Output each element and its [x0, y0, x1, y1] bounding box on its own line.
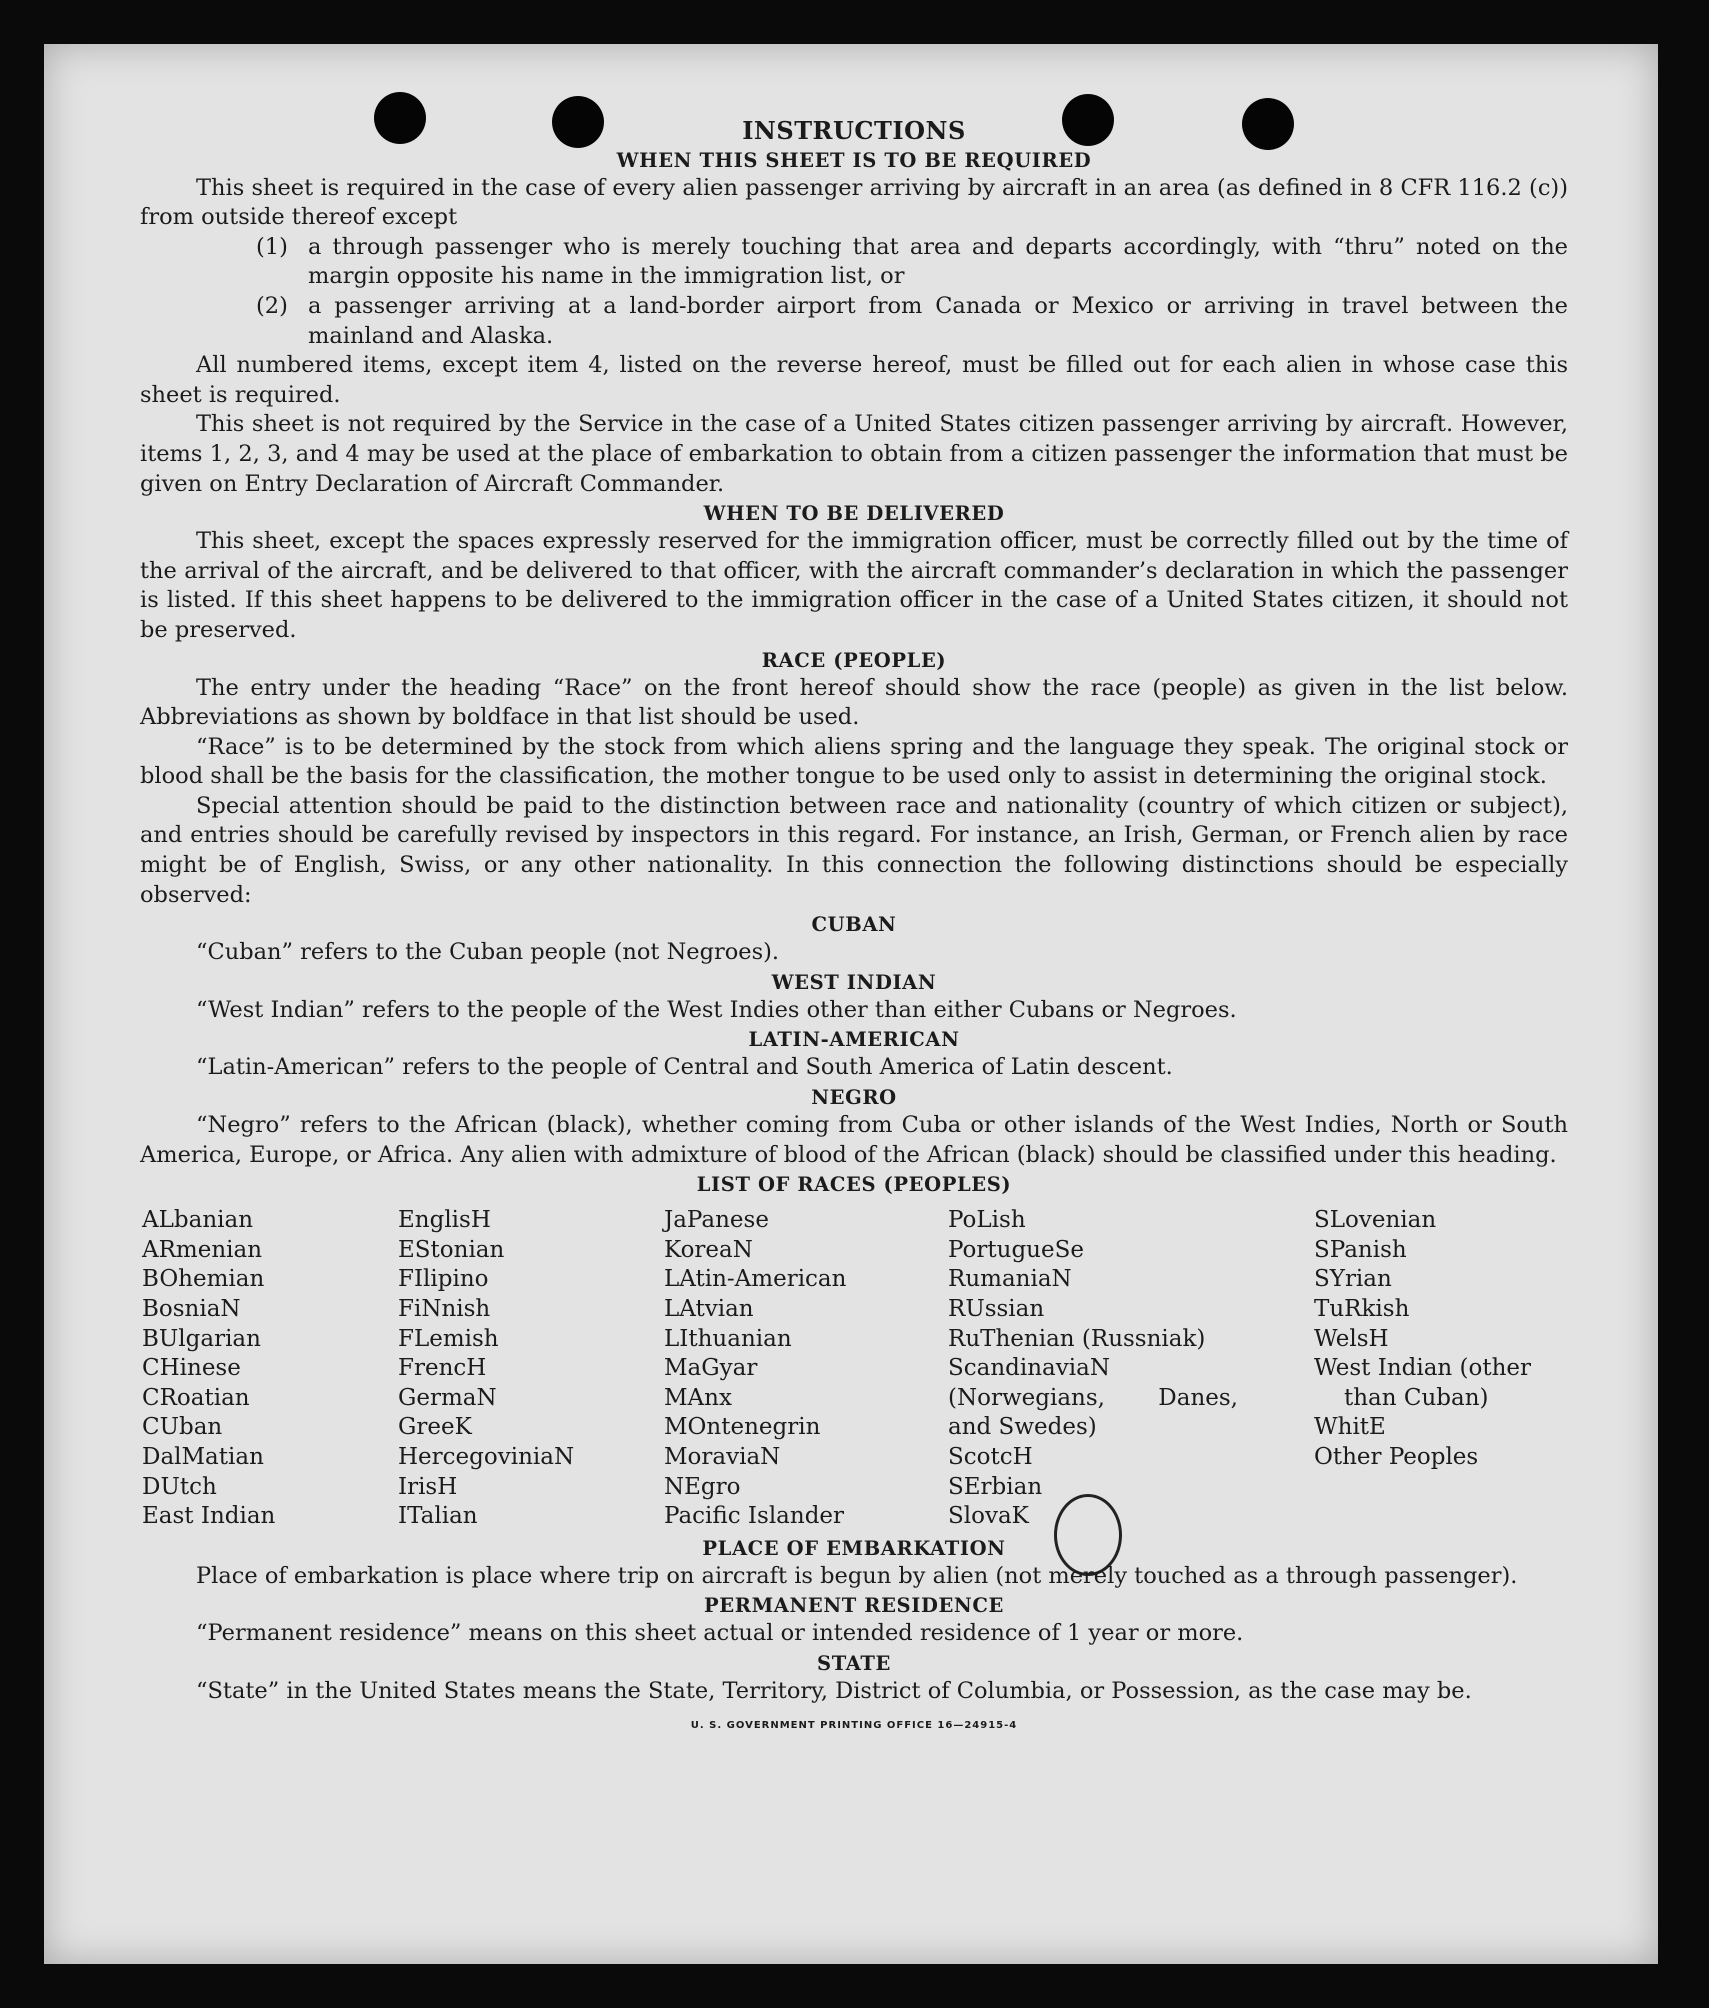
paragraph: “Negro” refers to the African (black), whether coming from Cuba or other islands of the West Indies, North or South America, Europe, or Africa. Any alien with admixture of blood of the African (black) should be classified under this heading.	[140, 1112, 1568, 1168]
paragraph: “Permanent residence” means on this sheet actual or intended residence of 1 year or more.	[196, 1620, 1244, 1647]
race-entry: SLovenian	[1314, 1207, 1437, 1234]
race-entry: SlovaK	[948, 1503, 1029, 1530]
race-entry: LAtin-American	[664, 1266, 847, 1293]
item-number: (1)	[256, 233, 288, 260]
section-heading-list-of-races: LIST OF RACES (PEOPLES)	[696, 1173, 1012, 1197]
paragraph: All numbered items, except item 4, listed on the reverse hereof, must be filled out for each alien in whose case this sheet is required.	[140, 352, 1568, 408]
race-entry: BUlgarian	[142, 1325, 261, 1352]
item-number: (2)	[256, 292, 288, 319]
race-entry: FiNnish	[398, 1296, 491, 1322]
paragraph: Special attention should be paid to the distinction between race and nationality (country of which citizen or subject), and entries should be carefully revised by inspectors in this regard. For instance, an Irish, German, or French alien by race might be of English, Swiss, or any other nationality. In this connection the following distinctions should be especially observed:	[140, 792, 1568, 908]
race-entry: DUtch	[142, 1473, 217, 1500]
race-entry: MoraviaN	[664, 1443, 781, 1470]
race-entry: CHinese	[142, 1355, 241, 1382]
race-entry: GreeK	[398, 1414, 472, 1441]
race-entry: Pacific Islander	[664, 1503, 845, 1530]
race-entry: RumaniaN	[948, 1266, 1072, 1293]
race-entry: CRoatian	[142, 1384, 250, 1411]
race-entry: LAtvian	[664, 1296, 754, 1322]
race-entry: ARmenian	[142, 1236, 263, 1263]
document-sheet	[44, 44, 1658, 1964]
item-text: a through passenger who is merely touching that area and departs accordingly, with “thru” noted on the margin opposite his name in the immigration list, or	[308, 233, 1568, 290]
race-entry: ALbanian	[142, 1207, 254, 1234]
race-entry: RuThenian (Russniak)	[948, 1325, 1206, 1352]
race-column	[664, 1206, 948, 1532]
race-entry: ITalian	[398, 1503, 478, 1530]
race-entry: PortugueSe	[948, 1236, 1084, 1263]
race-column	[398, 1206, 664, 1532]
paragraph: This sheet is not required by the Service in the case of a United States citizen passenger arriving by aircraft. However, items 1, 2, 3, and 4 may be used at the place of embarkation to obtain from a citizen passenger the information that must be given on Entry Declaration of Aircraft Commander.	[140, 411, 1568, 497]
race-list	[142, 1206, 1568, 1532]
section-heading-embarkation: PLACE OF EMBARKATION	[702, 1536, 1006, 1560]
race-entry: HercegoviniaN	[398, 1443, 575, 1470]
instructions-content	[140, 116, 1568, 1740]
race-entry: PoLish	[948, 1207, 1026, 1234]
section-heading-race: RACE (PEOPLE)	[761, 648, 947, 672]
race-entry: SErbian	[948, 1473, 1043, 1500]
race-entry: West Indian (other	[1314, 1355, 1532, 1382]
paragraph: “West Indian” refers to the people of the West Indies other than either Cubans or Negroes.	[196, 996, 1237, 1023]
race-entry: LIthuanian	[664, 1325, 792, 1352]
race-entry: DalMatian	[142, 1443, 264, 1470]
section-heading-west-indian: WEST INDIAN	[771, 970, 937, 994]
paragraph: “Race” is to be determined by the stock from which aliens spring and the language they speak. The original stock or blood shall be the basis for the classification, the mother tongue to be used only to assist in determining the original stock.	[140, 733, 1568, 790]
list-item	[140, 233, 1568, 292]
race-entry-continued: than Cuban)	[1344, 1384, 1489, 1411]
race-entry: ScotcH	[948, 1443, 1033, 1470]
race-entry: Other Peoples	[1314, 1443, 1479, 1470]
race-entry: SPanish	[1314, 1236, 1407, 1263]
list-item	[140, 292, 1568, 351]
paragraph: This sheet, except the spaces expressly reserved for the immigration officer, must be correctly filled out by the time of the arrival of the aircraft, and be delivered to that officer, with the aircraft commander’s declaration in which the passenger is listed. If this sheet happens to be delivered to the immigration officer in the case of a United States citizen, it should not be preserved.	[140, 528, 1568, 643]
race-entry: FIlipino	[398, 1266, 489, 1293]
section-heading-cuban: CUBAN	[811, 913, 897, 937]
race-column	[948, 1206, 1314, 1532]
race-entry: BosniaN	[142, 1296, 241, 1322]
race-entry: SYrian	[1314, 1266, 1392, 1293]
paragraph: The entry under the heading “Race” on the front hereof should show the race (people) as given in the list below. Abbreviations as shown by boldface in that list should be used.	[140, 674, 1568, 731]
race-entry: BOhemian	[142, 1266, 265, 1293]
page-title: INSTRUCTIONS	[742, 116, 966, 145]
race-column	[142, 1206, 398, 1532]
paragraph: This sheet is required in the case of every alien passenger arriving by aircraft in an area (as defined in 8 CFR 116.2 (c)) from outside thereof except	[140, 174, 1568, 231]
section-heading-state: STATE	[817, 1651, 891, 1675]
race-entry: FrencH	[398, 1355, 487, 1382]
race-entry: MAnx	[664, 1384, 732, 1411]
section-heading-negro: NEGRO	[811, 1086, 897, 1110]
race-column	[1314, 1206, 1570, 1532]
paragraph: “State” in the United States means the State, Territory, District of Columbia, or Possession, as the case may be.	[196, 1677, 1472, 1704]
race-entry: WhitE	[1314, 1414, 1386, 1441]
paragraph: “Cuban” refers to the Cuban people (not Negroes).	[196, 939, 780, 966]
race-entry: FLemish	[398, 1325, 499, 1352]
section-heading-required: WHEN THIS SHEET IS TO BE REQUIRED	[616, 148, 1092, 172]
paragraph: Place of embarkation is place where trip on aircraft is begun by alien (not merely touched as a through passenger).	[196, 1562, 1518, 1589]
race-entry: EnglisH	[398, 1207, 491, 1234]
section-heading-delivered: WHEN TO BE DELIVERED	[703, 502, 1005, 526]
race-entry: MOntenegrin	[664, 1414, 821, 1441]
race-entry: WelsH	[1314, 1325, 1389, 1352]
race-entry: NEgro	[664, 1473, 741, 1500]
race-entry: CUban	[142, 1414, 223, 1441]
race-entry: ScandinaviaN (Norwegians, Danes, and Swedes)	[948, 1355, 1238, 1441]
paragraph: “Latin-American” refers to the people of Central and South America of Latin descent.	[196, 1054, 1173, 1081]
race-entry: TuRkish	[1314, 1296, 1410, 1322]
race-entry: JaPanese	[664, 1207, 769, 1234]
race-entry: EStonian	[398, 1236, 505, 1263]
race-entry: KoreaN	[664, 1236, 753, 1263]
race-entry: East Indian	[142, 1503, 276, 1530]
race-entry: RUssian	[948, 1296, 1045, 1322]
item-text: a passenger arriving at a land-border airport from Canada or Mexico or arriving in travel between the mainland and Alaska.	[308, 292, 1568, 349]
race-entry: IrisH	[398, 1473, 458, 1500]
section-heading-latin-american: LATIN-AMERICAN	[748, 1028, 960, 1052]
race-entry: MaGyar	[664, 1355, 758, 1382]
section-heading-residence: PERMANENT RESIDENCE	[704, 1594, 1004, 1618]
race-entry: GermaN	[398, 1384, 497, 1411]
printer-imprint: U. S. GOVERNMENT PRINTING OFFICE 16—24915-4	[690, 1719, 1018, 1731]
